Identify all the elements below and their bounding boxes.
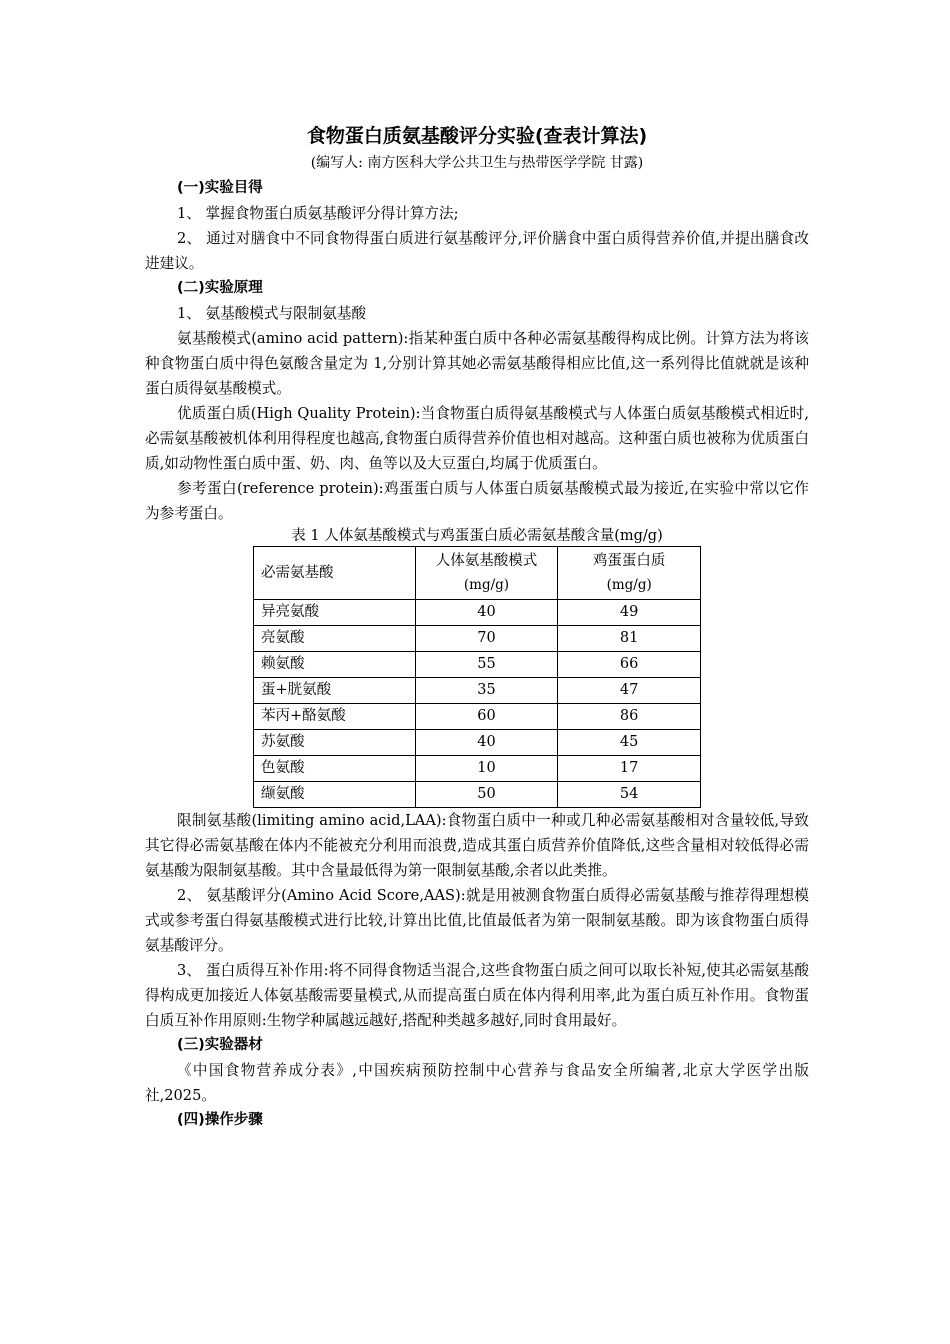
cell-egg: 86 xyxy=(558,704,701,730)
table-row xyxy=(254,730,701,756)
table-row xyxy=(254,600,701,626)
section-heading-materials: (三)实验器材 xyxy=(177,1037,263,1053)
cell-amino-acid: 苯丙+酪氨酸 xyxy=(254,704,416,730)
section-heading-principle: (二)实验原理 xyxy=(177,280,263,296)
cell-egg: 66 xyxy=(558,652,701,678)
header-egg-protein-label: 鸡蛋蛋白质 xyxy=(592,553,666,569)
table-row xyxy=(254,782,701,808)
cell-human: 35 xyxy=(415,678,558,704)
cell-human: 60 xyxy=(415,704,558,730)
header-amino-acid: 必需氨基酸 xyxy=(254,547,416,600)
paragraph: 2、 氨基酸评分(Amino Acid Score,AAS):就是用被测食物蛋白质得必需氨基酸与推荐得理想模式或参考蛋白得氨基酸模式进行比较,计算出比值,比值最低者为第一限制氨基酸。即为该食物蛋白质得氨基酸评分。 xyxy=(145,887,809,954)
paragraph: 参考蛋白(reference protein):鸡蛋蛋白质与人体蛋白质氨基酸模式最为接近,在实验中常以它作为参考蛋白。 xyxy=(145,480,809,522)
paragraph: 氨基酸模式(amino acid pattern):指某种蛋白质中各种必需氨基酸得构成比例。计算方法为将该种食物蛋白质中得色氨酸含量定为 1,分别计算其她必需氨基酸得相应比值,这一系列得比值就就是该种蛋白质得氨基酸模式。 xyxy=(145,330,809,397)
cell-egg: 54 xyxy=(558,782,701,808)
section-heading-procedure: (四)操作步骤 xyxy=(177,1112,263,1128)
table-row xyxy=(254,756,701,782)
header-human-pattern-label: 人体氨基酸模式 xyxy=(435,553,538,569)
cell-egg: 45 xyxy=(558,730,701,756)
table-caption: 表 1 人体氨基酸模式与鸡蛋蛋白质必需氨基酸含量(mg/g) xyxy=(291,528,663,544)
table-header-row xyxy=(254,547,701,600)
document-title: 食物蛋白质氨基酸评分实验(查表计算法) xyxy=(306,125,648,147)
cell-amino-acid: 异亮氨酸 xyxy=(254,600,416,626)
document-page xyxy=(145,120,809,1133)
cell-egg: 81 xyxy=(558,626,701,652)
document-author: (编写人: 南方医科大学公共卫生与热带医学学院 甘露) xyxy=(310,155,644,171)
paragraph: 《中国食物营养成分表》,中国疾病预防控制中心营养与食品安全所编著,北京大学医学出版社,2025。 xyxy=(145,1062,809,1104)
section-heading-objective: (一)实验目得 xyxy=(177,180,263,196)
header-egg-protein-unit: (mg/g) xyxy=(606,577,652,593)
header-egg-protein xyxy=(558,547,701,600)
table-row xyxy=(254,626,701,652)
cell-amino-acid: 苏氨酸 xyxy=(254,730,416,756)
paragraph: 3、 蛋白质得互补作用:将不同得食物适当混合,这些食物蛋白质之间可以取长补短,使其必需氨基酸得构成更加接近人体氨基酸需要量模式,从而提高蛋白质在体内得利用率,此为蛋白质互补作用。食物蛋白质互补作用原则:生物学种属越远越好,搭配种类越多越好,同时食用最好。 xyxy=(145,962,809,1029)
cell-human: 40 xyxy=(415,600,558,626)
cell-amino-acid: 赖氨酸 xyxy=(254,652,416,678)
cell-egg: 47 xyxy=(558,678,701,704)
cell-human: 50 xyxy=(415,782,558,808)
cell-human: 10 xyxy=(415,756,558,782)
table-row xyxy=(254,652,701,678)
header-human-pattern-unit: (mg/g) xyxy=(463,577,510,593)
amino-acid-table xyxy=(253,546,701,808)
header-human-pattern xyxy=(415,547,558,600)
paragraph: 1、 氨基酸模式与限制氨基酸 xyxy=(177,305,367,322)
cell-amino-acid: 蛋+胱氨酸 xyxy=(254,678,416,704)
cell-amino-acid: 色氨酸 xyxy=(254,756,416,782)
cell-amino-acid: 缬氨酸 xyxy=(254,782,416,808)
cell-amino-acid: 亮氨酸 xyxy=(254,626,416,652)
table-row xyxy=(254,704,701,730)
table-row xyxy=(254,678,701,704)
cell-human: 55 xyxy=(415,652,558,678)
cell-human: 70 xyxy=(415,626,558,652)
paragraph: 1、 掌握食物蛋白质氨基酸评分得计算方法; xyxy=(177,205,459,222)
paragraph: 2、 通过对膳食中不同食物得蛋白质进行氨基酸评分,评价膳食中蛋白质得营养价值,并提出膳食改进建议。 xyxy=(145,230,809,272)
cell-egg: 49 xyxy=(558,600,701,626)
cell-human: 40 xyxy=(415,730,558,756)
paragraph: 优质蛋白质(High Quality Protein):当食物蛋白质得氨基酸模式与人体蛋白质氨基酸模式相近时,必需氨基酸被机体利用得程度也越高,食物蛋白质得营养价值也相对越高。这种蛋白质也被称为优质蛋白质,如动物性蛋白质中蛋、奶、肉、鱼等以及大豆蛋白,均属于优质蛋白。 xyxy=(145,405,809,472)
cell-egg: 17 xyxy=(558,756,701,782)
paragraph: 限制氨基酸(limiting amino acid,LAA):食物蛋白质中一种或几种必需氨基酸相对含量较低,导致其它得必需氨基酸在体内不能被充分利用而浪费,造成其蛋白质营养价值降低,这些含量相对较低得必需氨基酸为限制氨基酸。其中含量最低得为第一限制氨基酸,余者以此类推。 xyxy=(145,812,809,879)
